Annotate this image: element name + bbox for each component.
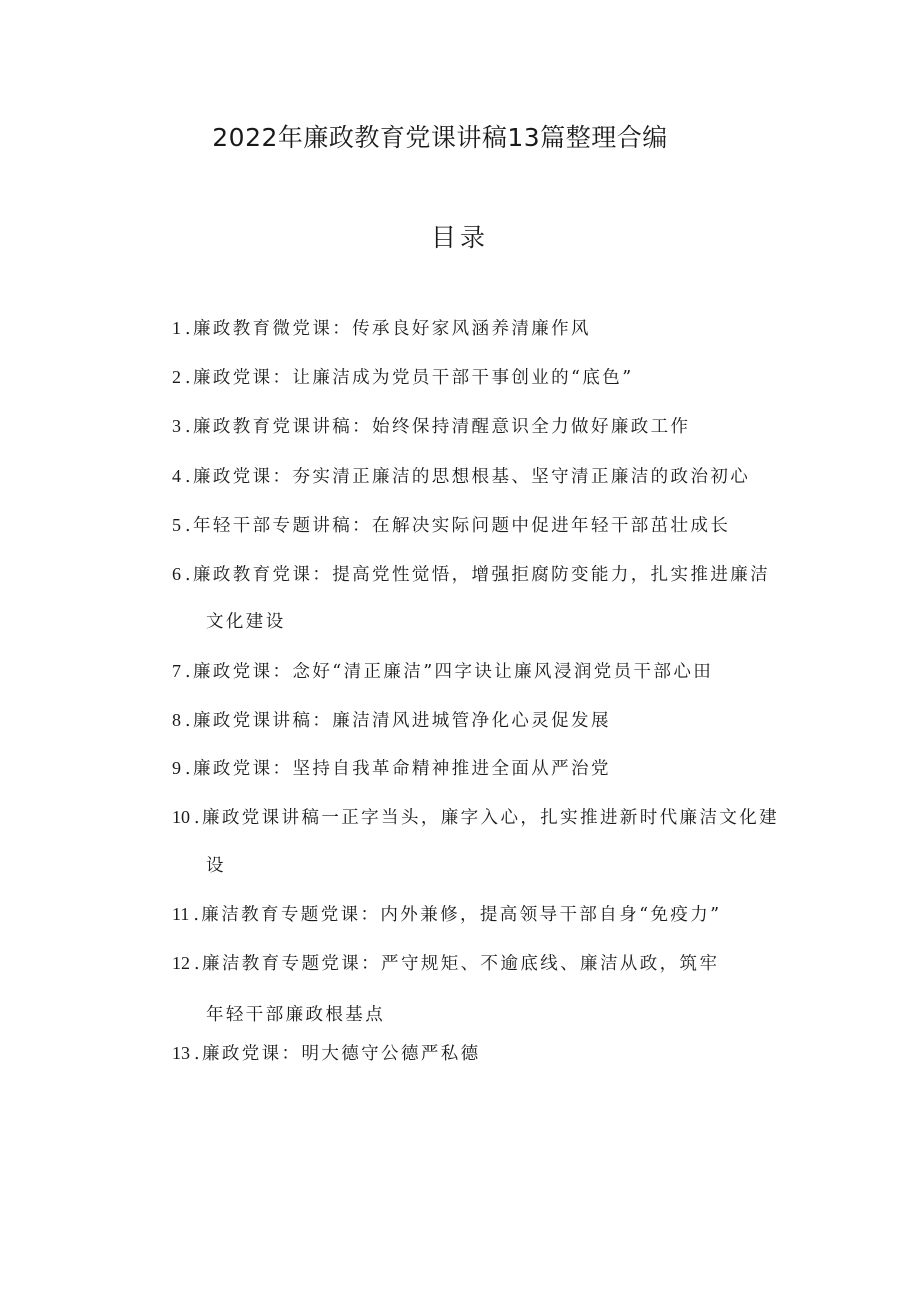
toc-item-text: .廉政党课：念好“清正廉洁”四字诀让廉风浸润党员干部心田 <box>185 662 714 682</box>
toc-item-5[interactable] <box>172 513 730 538</box>
toc-item-6-continuation: 文化建设 <box>206 612 286 632</box>
toc-item-text: .廉政党课讲稿：廉洁清风进城管净化心灵促发展 <box>185 711 611 731</box>
toc-item-text: .廉政教育党课：提高党性觉悟，增强拒腐防变能力，扎实推进廉洁 <box>185 565 771 585</box>
toc-item-12-continuation: 年轻干部廉政根基点 <box>206 1005 386 1025</box>
toc-item-2[interactable] <box>172 365 634 390</box>
toc-item-number: 2 <box>172 367 181 387</box>
toc-item-text: .廉政教育党课讲稿：始终保持清醒意识全力做好廉政工作 <box>185 417 691 437</box>
toc-item-text: .廉洁教育专题党课：严守规矩、不逾底线、廉洁从政，筑牢 <box>194 954 720 974</box>
toc-item-text: .廉政党课讲稿一正字当头，廉字入心，扎实推进新时代廉洁文化建 <box>194 808 780 828</box>
toc-item-10-continuation: 设 <box>206 856 226 876</box>
toc-item-8[interactable] <box>172 708 611 733</box>
toc-item-number: 12 <box>172 953 190 973</box>
toc-item-13[interactable] <box>172 1041 481 1066</box>
toc-item-number: 1 <box>172 318 181 338</box>
toc-item-number: 6 <box>172 564 181 584</box>
toc-item-number: 11 <box>172 904 190 924</box>
toc-item-text: .廉政教育微党课：传承良好家风涵养清廉作风 <box>185 319 591 339</box>
toc-item-7[interactable] <box>172 659 713 684</box>
toc-item-11[interactable] <box>172 902 722 927</box>
toc-item-4[interactable] <box>172 464 750 489</box>
toc-item-text: .廉政党课：坚持自我革命精神推进全面从严治党 <box>185 759 611 779</box>
toc-item-text: .年轻干部专题讲稿：在解决实际问题中促进年轻干部茁壮成长 <box>185 516 731 536</box>
toc-item-number: 5 <box>172 515 181 535</box>
toc-item-1[interactable] <box>172 316 591 341</box>
toc-item-9[interactable] <box>172 756 611 781</box>
toc-item-number: 3 <box>172 416 181 436</box>
toc-item-12[interactable] <box>172 951 719 976</box>
toc-item-number: 9 <box>172 758 181 778</box>
toc-item-10[interactable] <box>172 805 779 830</box>
toc-item-text: .廉政党课：让廉洁成为党员干部干事创业的“底色” <box>185 368 634 388</box>
toc-item-number: 8 <box>172 710 181 730</box>
toc-item-number: 13 <box>172 1043 190 1063</box>
document-title: 2022年廉政教育党课讲稿13篇整理合编 <box>212 123 668 152</box>
toc-item-6[interactable] <box>172 562 770 587</box>
toc-item-text: .廉政党课：明大德守公德严私德 <box>194 1044 481 1064</box>
toc-item-text: .廉政党课：夯实清正廉洁的思想根基、坚守清正廉洁的政治初心 <box>185 467 751 487</box>
toc-item-number: 7 <box>172 661 181 681</box>
toc-item-number: 10 <box>172 807 190 827</box>
toc-item-number: 4 <box>172 466 181 486</box>
toc-item-3[interactable] <box>172 414 690 439</box>
toc-item-text: .廉洁教育专题党课：内外兼修，提高领导干部自身“免疫力” <box>193 905 722 925</box>
toc-heading: 目录 <box>430 223 489 252</box>
